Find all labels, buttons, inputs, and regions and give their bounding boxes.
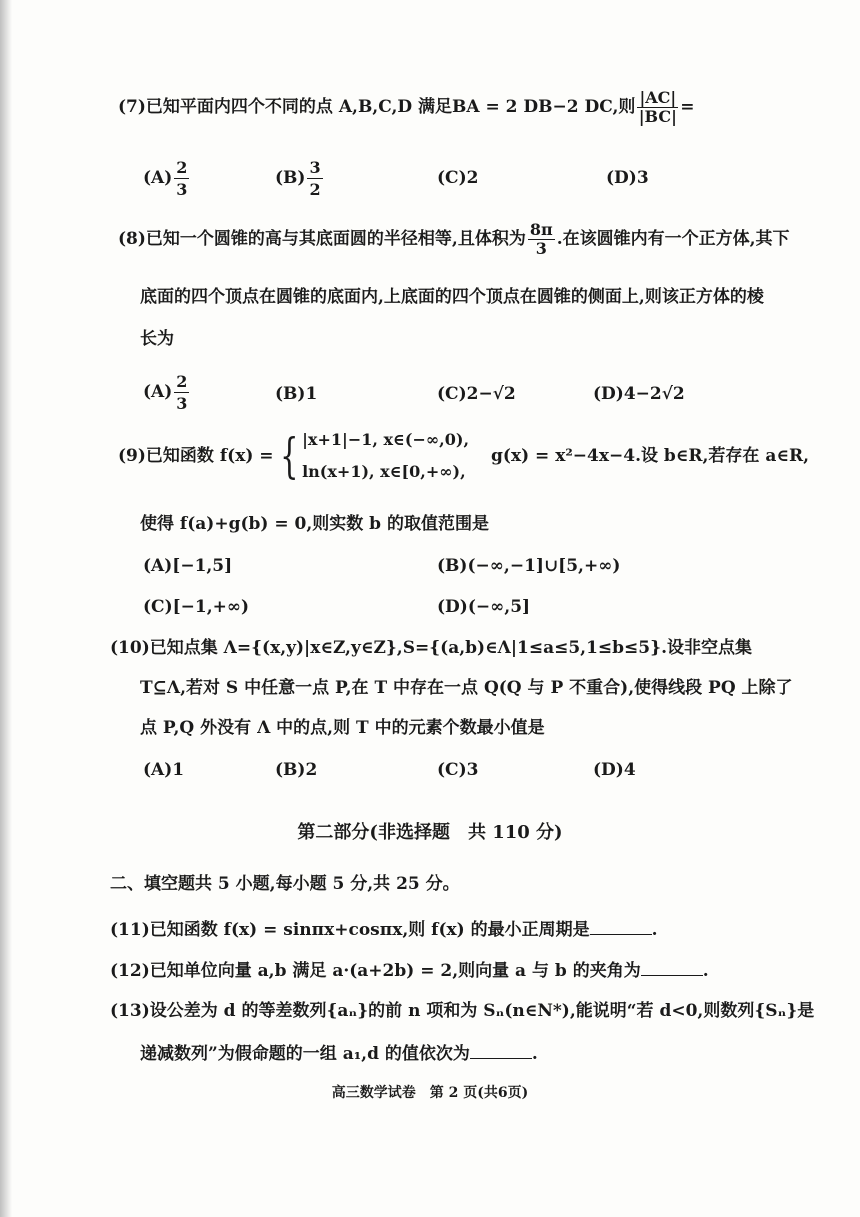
question-8-line2: 底面的四个顶点在圆锥的底面内,上底面的四个顶点在圆锥的侧面上,则该正方体的棱	[140, 287, 764, 307]
q8-volume-fraction	[528, 222, 555, 257]
q8-line1-b: .在该圆锥内有一个正方体,其下	[556, 229, 790, 249]
q8-option-d: (D)4−2√2	[593, 384, 685, 404]
scan-edge-shadow	[0, 0, 12, 1217]
q12-end: .	[702, 961, 709, 981]
q9-case-2: ln(x+1), x∈[0,+∞),	[302, 462, 466, 481]
q7-ratio-denominator: |BC|	[638, 107, 677, 126]
q10-option-d: (D)4	[593, 760, 636, 780]
q7-then: ,则	[612, 97, 636, 117]
q7-option-a-label: (A)	[143, 168, 173, 188]
q10-option-b: (B)2	[275, 760, 318, 780]
q7-ratio-numerator: |AC|	[639, 88, 677, 107]
question-11	[110, 920, 658, 939]
q9-cases	[302, 432, 469, 480]
q9-piecewise	[274, 428, 470, 484]
question-10-line2: T⊆Λ,若对 S 中任意一点 P,在 T 中存在一点 Q(Q 与 P 不重合),使得线段 PQ 上除了	[140, 678, 793, 698]
q13-answer-blank	[470, 1044, 532, 1059]
q9-option-c: (C)[−1,+∞)	[143, 597, 250, 617]
question-8-line3: 长为	[140, 329, 174, 349]
q7-equals: =	[680, 97, 695, 117]
q8-option-a-label: (A)	[143, 382, 173, 402]
question-13-line2	[140, 1044, 538, 1063]
q8-volume-den: 3	[535, 239, 547, 258]
q9-option-a: (A)[−1,5]	[143, 556, 233, 576]
question-13-line1: (13)设公差为 d 的等差数列{aₙ}的前 n 项和为 Sₙ(n∈N*),能说明“若 d<0,则数列{Sₙ}是	[110, 1001, 815, 1021]
q8-option-a-fraction	[174, 372, 189, 413]
q9-option-d: (D)(−∞,5]	[437, 597, 531, 617]
question-7-stem	[118, 90, 694, 125]
q11-answer-blank	[590, 920, 652, 935]
page-footer: 高三数学试卷 第 2 页(共6页)	[331, 1085, 529, 1101]
q7-option-a-fraction	[174, 158, 189, 199]
question-10-line3: 点 P,Q 外没有 Λ 中的点,则 T 中的元素个数最小值是	[140, 718, 545, 738]
q7-option-b	[275, 158, 325, 199]
q8-option-a	[143, 372, 191, 413]
q9-case-1: |x+1|−1, x∈(−∞,0),	[302, 430, 470, 449]
q13-end: .	[531, 1044, 538, 1064]
q7-option-a-num: 2	[176, 158, 188, 177]
q7-option-c: (C)2	[437, 168, 479, 188]
q12-text: (12)已知单位向量 a,b 满足 a·(a+2b) = 2,则向量 a 与 b 的夹角为	[110, 961, 641, 981]
q11-end: .	[651, 920, 658, 940]
q8-option-a-num: 2	[176, 372, 188, 391]
question-10-line1: (10)已知点集 Λ={(x,y)|x∈Z,y∈Z},S={(a,b)∈Λ|1≤a≤5,1≤b≤5}.设非空点集	[110, 638, 752, 658]
q7-option-b-den: 2	[309, 180, 321, 199]
q8-line1-a: (8)已知一个圆锥的高与其底面圆的半径相等,且体积为	[118, 229, 526, 249]
section-2-heading: 二、填空题共 5 小题,每小题 5 分,共 25 分。	[110, 874, 460, 894]
q7-option-a	[143, 158, 191, 199]
q10-option-a: (A)1	[143, 760, 185, 780]
question-9-line2: 使得 f(a)+g(b) = 0,则实数 b 的取值范围是	[140, 514, 489, 534]
q7-vector-equation: BA = 2 DB−2 DC	[452, 97, 613, 117]
question-12	[110, 961, 709, 980]
q8-option-c: (C)2−√2	[437, 384, 516, 404]
q7-option-a-den: 3	[176, 180, 188, 199]
question-8-line1	[118, 222, 790, 257]
q10-option-c: (C)3	[437, 760, 479, 780]
q7-option-b-num: 3	[309, 158, 321, 177]
q7-stem-text: (7)已知平面内四个不同的点 A,B,C,D 满足	[118, 97, 453, 117]
q7-option-b-label: (B)	[275, 168, 306, 188]
q8-volume-num: 8π	[529, 220, 553, 239]
q7-option-b-fraction	[307, 158, 322, 199]
q9-lead: (9)已知函数 f(x) =	[118, 445, 274, 466]
q9-brace-icon: {	[279, 428, 298, 484]
q13-line2-text: 递减数列”为假命题的一组 a₁,d 的值依次为	[140, 1044, 470, 1064]
part-2-title: 第二部分(非选择题 共 110 分)	[297, 822, 563, 843]
q12-answer-blank	[641, 961, 703, 976]
q8-option-b: (B)1	[275, 384, 318, 404]
question-9-line1	[118, 428, 810, 484]
q11-text: (11)已知函数 f(x) = sinπx+cosπx,则 f(x) 的最小正周期是	[110, 920, 590, 940]
q9-option-b: (B)(−∞,−1]∪[5,+∞)	[437, 556, 621, 576]
q9-tail: g(x) = x²−4x−4.设 b∈R,若存在 a∈R,	[491, 445, 810, 466]
q8-option-a-den: 3	[176, 394, 188, 413]
q7-option-d: (D)3	[606, 168, 649, 188]
q7-ratio-fraction	[637, 90, 678, 125]
